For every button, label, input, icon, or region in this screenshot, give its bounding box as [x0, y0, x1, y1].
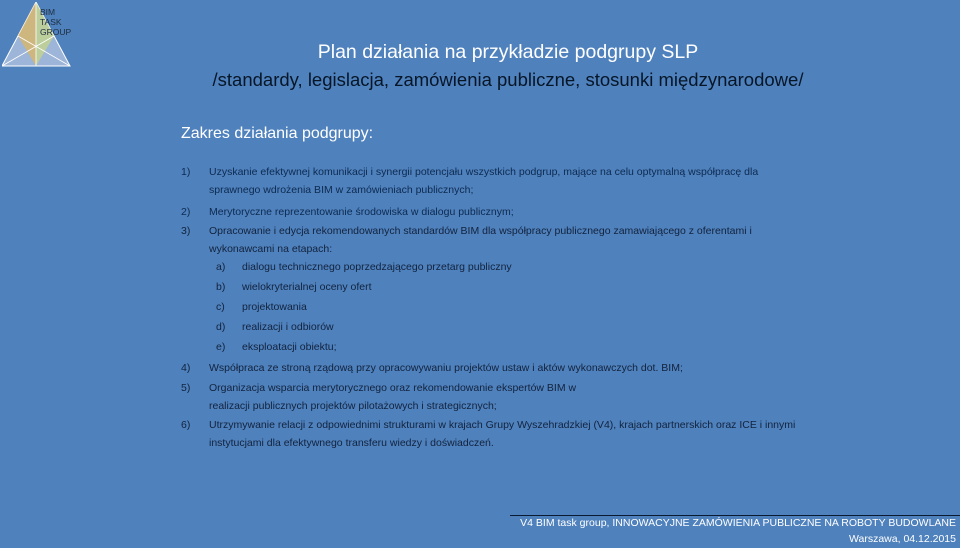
logo-text: BIM TASK GROUP [40, 7, 72, 37]
sub-item-text: realizacji i odbiorów [242, 321, 334, 333]
list-item-number: 6) [181, 419, 191, 431]
footer-organization: V4 BIM task group, INNOWACYJNE ZAMÓWIENIA PUBLICZNE NA ROBOTY BUDOWLANE [520, 517, 956, 529]
list-item-number: 1) [181, 166, 191, 178]
sub-item-letter: d) [216, 321, 226, 333]
list-item-text: Utrzymywanie relacji z odpowiednimi strukturami w krajach Grupy Wyszehradzkiej (V4), krajach partnerskich oraz ICE i innymi instytucjami dla efektywnego transferu wiedzy i doświadczeń. [209, 419, 796, 449]
sub-item-text: wielokryterialnej oceny ofert [242, 281, 372, 293]
list-item-text: Uzyskanie efektywnej komunikacji i synergii potencjału wszystkich podgrup, mające na celu optymalną współpracę dla sprawnego wdrożenia BIM w zamówieniach publicznych; [209, 166, 759, 196]
list-item-number: 5) [181, 382, 191, 394]
page-title: Plan działania na przykładzie podgrupy SLP [317, 41, 699, 63]
sub-item-text: eksploatacji obiektu; [242, 341, 337, 353]
list-item-number: 4) [181, 362, 191, 374]
list-item-text: Merytoryczne reprezentowanie środowiska w dialogu publicznym; [209, 206, 514, 218]
footer-date: Warszawa, 04.12.2015 [848, 533, 956, 545]
sub-item-letter: b) [216, 281, 226, 293]
footer-divider [510, 515, 960, 516]
sub-item-text: projektowania [242, 301, 307, 313]
sub-item-letter: c) [216, 301, 225, 313]
list-item-text: Opracowanie i edycja rekomendowanych standardów BIM dla współpracy publicznego zamawiającego z oferentami i wykonawcami na etapach: [209, 225, 752, 255]
list-item-number: 3) [181, 225, 191, 237]
sub-item-text: dialogu technicznego poprzedzającego przetarg publiczny [242, 261, 512, 273]
section-heading: Zakres działania podgrupy: [181, 125, 374, 142]
list-item-text: Organizacja wsparcia merytorycznego oraz rekomendowanie ekspertów BIM w realizacji publicznych projektów pilotażowych i strategicznych; [209, 382, 577, 412]
page-subtitle: /standardy, legislacja, zamówienia publiczne, stosunki międzynarodowe/ [212, 69, 804, 90]
sub-item-letter: e) [216, 341, 226, 353]
list-item-number: 2) [181, 206, 191, 218]
list-item-text: Współpraca ze stroną rządową przy opracowywaniu projektów ustaw i aktów wykonawczych dot. BIM; [209, 362, 683, 374]
sub-item-letter: a) [216, 261, 226, 273]
